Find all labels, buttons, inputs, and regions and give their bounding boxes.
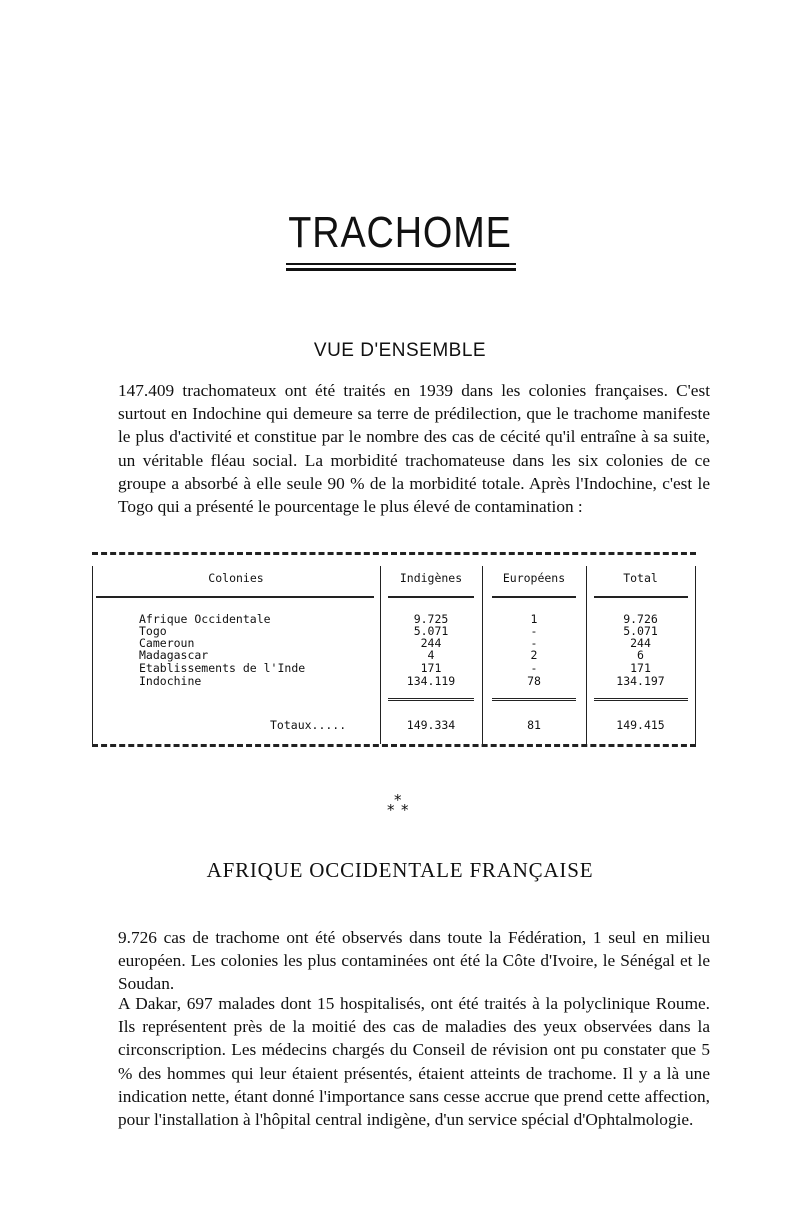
section-heading-overview: VUE D'ENSEMBLE (313, 340, 487, 361)
row-europeens: - (530, 636, 538, 650)
row-indigenes: 5.071 (413, 624, 449, 638)
row-indigenes: 134.119 (406, 674, 456, 688)
row-colony: Indochine (139, 674, 202, 688)
row-colony: Togo (139, 624, 167, 638)
row-europeens: 1 (530, 612, 538, 626)
row-colony: Madagascar (139, 648, 209, 662)
asterism-star: * (401, 801, 409, 819)
table-row (92, 650, 696, 662)
totals-europeens: 81 (527, 718, 541, 732)
column-header-europeens: Européens (502, 571, 566, 585)
row-total: 6 (637, 648, 644, 662)
column-header-total: Total (623, 571, 658, 585)
sum-rule (594, 698, 688, 701)
table-dashed-rule-top (92, 552, 696, 555)
row-total: 134.197 (616, 674, 665, 688)
title-rule-bottom (286, 268, 516, 271)
row-europeens: 2 (530, 648, 538, 662)
row-indigenes: 244 (420, 636, 442, 650)
row-total: 5.071 (623, 624, 658, 638)
asterism-divider (384, 791, 414, 819)
row-indigenes: 9.725 (413, 612, 449, 626)
table-row (92, 663, 696, 675)
row-colony: Etablissements de l'Inde (139, 661, 306, 675)
row-indigenes: 4 (427, 648, 435, 662)
header-underline (594, 596, 688, 598)
row-europeens: - (530, 624, 538, 638)
table-dashed-rule-bottom (92, 744, 696, 747)
row-total: 171 (630, 661, 651, 675)
row-europeens: 78 (527, 674, 541, 688)
page-title: TRACHOME (288, 208, 512, 257)
asterism-star: * (394, 791, 402, 809)
totals-indigenes: 149.334 (406, 718, 456, 732)
row-colony: Afrique Occidentale (139, 612, 271, 626)
table-row (92, 614, 696, 626)
row-total: 9.726 (623, 612, 658, 626)
table-row (92, 676, 696, 688)
header-underline (492, 596, 576, 598)
row-indigenes: 171 (420, 661, 442, 675)
sum-rule (388, 698, 474, 701)
statistics-table (92, 552, 696, 750)
column-header-indigenes: Indigènes (399, 571, 463, 585)
section-heading-aof: AFRIQUE OCCIDENTALE FRANÇAISE (206, 858, 594, 882)
asterism-star: * (387, 801, 395, 819)
header-underline (96, 596, 374, 598)
intro-paragraph: 147.409 trachomateux ont été traités en 1939 dans les colonies françaises. C'est surtout en Indochine qui demeure sa terre de prédilection, que le trachome manifeste le plus d'activité et constitue par le nombre des cas de cécité qu'il entraîne à sa suite, un véritable fléau social. La morbidité trachomateuse dans les six colonies de ce groupe a absorbé à elle seule 90 % de la morbidité totale. Après l'Indochine, c'est le Togo qui a présenté le pourcentage le plus élevé de contamination : (118, 381, 710, 517)
title-rule-top (286, 263, 516, 265)
row-colony: Cameroun (139, 636, 195, 650)
column-header-colonies: Colonies (208, 571, 264, 585)
aof-paragraph-2: A Dakar, 697 malades dont 15 hospitalisés, ont été traités à la polyclinique Roume. Ils représentent près de la moitié des cas de maladies des yeux observées dans la circonscription. Les médecins chargés du Conseil de révision ont pu constater que 5 % des hommes qui leur étaient présentés, étaient atteints de trachome. Il y a là une indication nette, étant donné l'importance sans cesse accrue que prend cette affection, pour l'installation à l'hôpital central indigène, d'un service spécial d'Ophtalmologie. (118, 994, 710, 1130)
totals-label: Totaux..... (270, 718, 347, 732)
header-underline (388, 596, 474, 598)
aof-paragraph-1: 9.726 cas de trachome ont été observés dans toute la Fédération, 1 seul en milieu européen. Les colonies les plus contaminées ont été la Côte d'Ivoire, le Sénégal et le Soudan. (118, 928, 710, 994)
row-total: 244 (630, 636, 651, 650)
sum-rule (492, 698, 576, 701)
totals-total: 149.415 (616, 718, 665, 732)
row-europeens: - (530, 661, 538, 675)
